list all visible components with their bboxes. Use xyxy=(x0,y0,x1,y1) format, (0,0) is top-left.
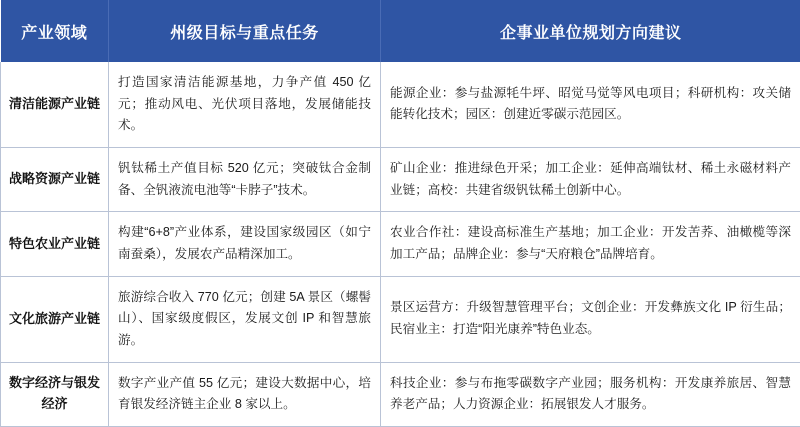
cell-advice: 能源企业：参与盐源牦牛坪、昭觉马觉等风电项目；科研机构：攻关储能转化技术；园区：创建近零碳示范园区。 xyxy=(381,62,800,147)
cell-field: 战略资源产业链 xyxy=(1,147,109,211)
cell-advice: 科技企业：参与布拖零碳数字产业园；服务机构：开发康养旅居、智慧养老产品；人力资源企业：拓展银发人才服务。 xyxy=(381,362,800,426)
cell-goal: 数字产业产值 55 亿元；建设大数据中心，培育银发经济链主企业 8 家以上。 xyxy=(109,362,381,426)
cell-advice: 农业合作社：建设高标准生产基地；加工企业：开发苦荞、油橄榄等深加工产品；品牌企业：参与“天府粮仓”品牌培育。 xyxy=(381,212,800,276)
cell-goal: 构建“6+8”产业体系，建设国家级园区（如宁南蚕桑），发展农产品精深加工。 xyxy=(109,212,381,276)
cell-field: 文化旅游产业链 xyxy=(1,276,109,362)
table-header-row xyxy=(1,0,800,62)
table-row xyxy=(1,62,800,147)
column-header-field: 产业领域 xyxy=(1,0,109,62)
table-row xyxy=(1,147,800,211)
table-header xyxy=(1,0,800,62)
column-header-goal: 州级目标与重点任务 xyxy=(109,0,381,62)
column-header-advice: 企事业单位规划方向建议 xyxy=(381,0,800,62)
table-body xyxy=(1,62,800,426)
cell-advice: 景区运营方：升级智慧管理平台；文创企业：开发彝族文化 IP 衍生品；民宿业主：打造“阳光康养”特色业态。 xyxy=(381,276,800,362)
table-row xyxy=(1,212,800,276)
cell-field: 清洁能源产业链 xyxy=(1,62,109,147)
cell-goal: 旅游综合收入 770 亿元；创建 5A 景区（螺髻山）、国家级度假区，发展文创 IP 和智慧旅游。 xyxy=(109,276,381,362)
cell-goal: 打造国家清洁能源基地，力争产值 450 亿元；推动风电、光伏项目落地，发展储能技术。 xyxy=(109,62,381,147)
cell-field: 特色农业产业链 xyxy=(1,212,109,276)
table-row xyxy=(1,276,800,362)
table-row xyxy=(1,362,800,426)
cell-field: 数字经济与银发经济 xyxy=(1,362,109,426)
cell-goal: 钒钛稀土产值目标 520 亿元；突破钛合金制备、全钒液流电池等“卡脖子”技术。 xyxy=(109,147,381,211)
cell-advice: 矿山企业：推进绿色开采；加工企业：延伸高端钛材、稀土永磁材料产业链；高校：共建省级钒钛稀土创新中心。 xyxy=(381,147,800,211)
